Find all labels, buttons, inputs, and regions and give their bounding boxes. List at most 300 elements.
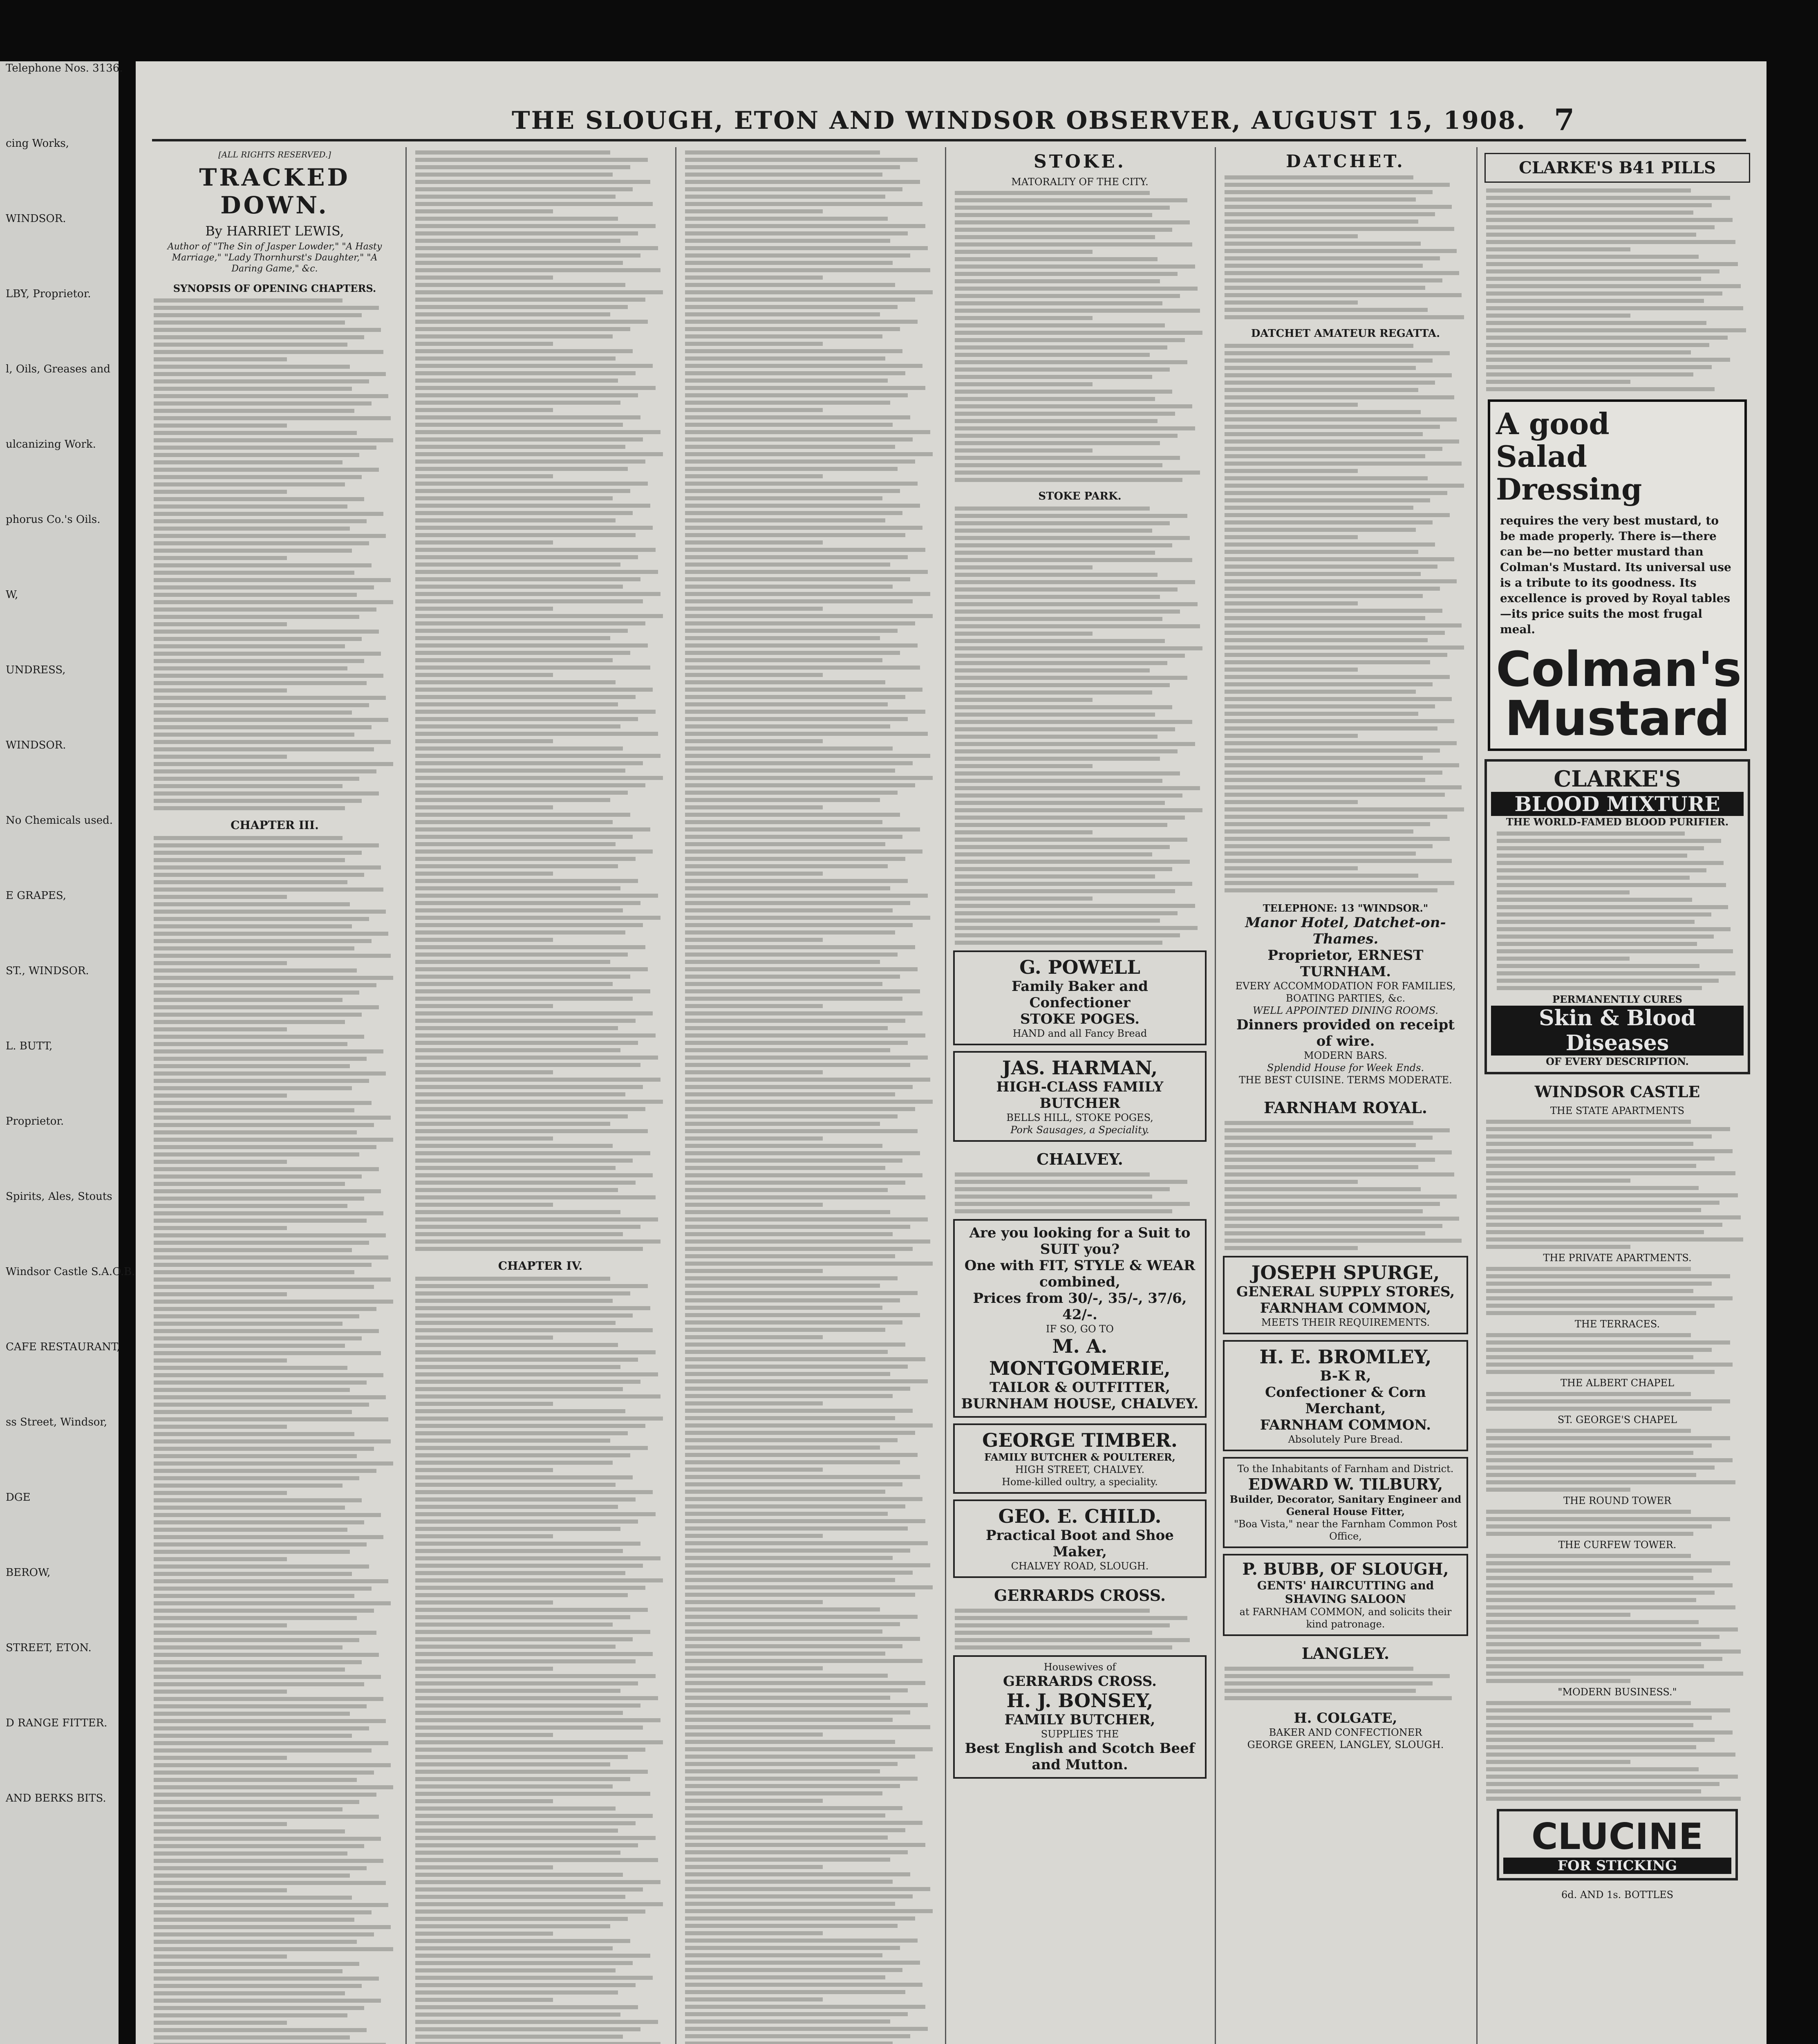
text-line xyxy=(415,246,658,250)
text-line xyxy=(955,632,1093,636)
text-line xyxy=(685,960,880,964)
text-line xyxy=(154,1800,359,1804)
text-line xyxy=(955,1623,1170,1627)
text-line xyxy=(1225,756,1423,760)
text-line xyxy=(1486,1480,1735,1484)
text-line xyxy=(154,468,379,472)
text-line xyxy=(1486,1598,1696,1602)
bonsey-ad xyxy=(953,1655,1207,1779)
story-title: TRACKED DOWN. xyxy=(199,164,350,219)
text-line xyxy=(415,1630,650,1634)
text-line xyxy=(1497,883,1726,887)
child-place: CHALVEY ROAD, SLOUGH. xyxy=(1011,1560,1149,1572)
text-line xyxy=(415,1291,630,1295)
text-line xyxy=(685,1894,913,1898)
text-line xyxy=(154,1815,379,1819)
colgate-trade: BAKER AND CONFECTIONER xyxy=(1269,1727,1422,1738)
text-line xyxy=(415,489,630,493)
text-line xyxy=(415,1608,648,1612)
text-line xyxy=(685,1968,902,1972)
text-line xyxy=(685,1953,882,1957)
text-line xyxy=(1486,211,1693,215)
text-line xyxy=(154,2035,350,2040)
spurge-place: FARNHAM COMMON, xyxy=(1260,1300,1431,1316)
text-line xyxy=(415,1843,638,1847)
text-line xyxy=(154,1167,379,1171)
text-line xyxy=(685,1828,905,1832)
text-line xyxy=(685,1556,893,1560)
text-line xyxy=(955,338,1185,342)
text-line xyxy=(955,845,1170,849)
text-line xyxy=(154,1270,354,1274)
fragment-line: D RANGE FITTER. xyxy=(6,1717,107,1729)
text-line xyxy=(154,416,391,420)
text-line xyxy=(1225,264,1423,268)
text-line xyxy=(154,1910,372,1914)
bromley-ad xyxy=(1223,1340,1468,1451)
text-line xyxy=(1497,905,1728,909)
text-line xyxy=(685,1217,928,1221)
text-line xyxy=(955,816,1185,820)
text-line xyxy=(154,1255,388,1260)
text-line xyxy=(154,1660,362,1664)
text-line xyxy=(955,801,1165,805)
text-line xyxy=(154,350,383,354)
fragment-line: ulcanizing Work. xyxy=(6,438,96,450)
text-line xyxy=(685,702,888,706)
text-line xyxy=(685,1357,925,1361)
text-line xyxy=(154,1329,379,1333)
text-line xyxy=(415,1961,633,1965)
text-line xyxy=(415,1512,656,1516)
text-line xyxy=(415,1954,650,1958)
text-line xyxy=(1225,300,1358,305)
powell-name: G. POWELL xyxy=(1019,956,1140,978)
text-line xyxy=(685,1482,902,1486)
powell-ad xyxy=(953,950,1207,1045)
text-line xyxy=(154,1712,350,1716)
text-line xyxy=(685,820,882,824)
text-line xyxy=(415,724,620,728)
text-line xyxy=(685,923,913,927)
text-line xyxy=(685,1975,885,1979)
text-line xyxy=(154,1697,383,1701)
text-line xyxy=(415,1483,616,1487)
text-line xyxy=(685,1446,880,1450)
text-line xyxy=(955,294,1180,298)
text-line xyxy=(154,1160,287,1164)
text-line xyxy=(154,1204,347,1208)
text-line xyxy=(154,1498,362,1502)
castle-terrace: THE TERRACES. xyxy=(1574,1318,1660,1330)
text-line xyxy=(415,1070,553,1074)
text-line xyxy=(415,1328,653,1332)
text-line xyxy=(154,1859,383,1863)
text-line xyxy=(685,1791,882,1795)
text-line xyxy=(1497,986,1702,990)
text-line xyxy=(154,1373,383,1377)
text-line xyxy=(685,276,823,280)
regatta-text xyxy=(1225,344,1466,892)
text-line xyxy=(955,213,1152,217)
text-line xyxy=(415,1424,645,1428)
text-line xyxy=(685,283,895,287)
text-line xyxy=(1486,277,1701,281)
text-line xyxy=(154,1292,287,1296)
text-line xyxy=(1225,749,1440,753)
text-line xyxy=(1486,1237,1743,1242)
text-line xyxy=(1497,920,1695,924)
text-line xyxy=(1486,1274,1730,1278)
text-line xyxy=(154,1844,364,1848)
text-line xyxy=(415,1652,653,1656)
text-line xyxy=(154,1035,364,1039)
text-line xyxy=(415,1932,553,1936)
text-line xyxy=(1225,785,1462,789)
text-line xyxy=(154,438,393,442)
text-line xyxy=(955,779,1162,783)
text-line xyxy=(955,676,1187,680)
text-line xyxy=(154,961,287,965)
text-line xyxy=(154,504,347,509)
text-line xyxy=(1225,631,1445,635)
text-line xyxy=(154,902,350,906)
text-line xyxy=(1486,380,1630,384)
suit-prices: Prices from 30/-, 35/-, 37/6, 42/-. xyxy=(973,1290,1187,1323)
text-line xyxy=(415,1689,620,1693)
text-line xyxy=(955,617,1162,621)
text-line xyxy=(685,1490,885,1494)
text-line xyxy=(685,1387,910,1391)
text-line xyxy=(154,1984,362,1988)
text-line xyxy=(1225,1195,1457,1199)
text-line xyxy=(415,1475,633,1479)
text-line xyxy=(685,688,922,692)
text-line xyxy=(1486,1436,1730,1440)
text-line xyxy=(415,253,640,258)
text-line xyxy=(685,1725,930,1729)
text-line xyxy=(955,705,1172,709)
blood-line: THE WORLD-FAMED BLOOD PURIFIER. xyxy=(1506,816,1729,828)
text-line xyxy=(685,1887,930,1891)
text-line xyxy=(415,1784,613,1788)
text-line xyxy=(1486,1627,1738,1632)
text-line xyxy=(415,1239,660,1244)
text-line xyxy=(154,1491,287,1495)
text-line xyxy=(685,1512,888,1516)
text-line xyxy=(955,580,1195,584)
text-line xyxy=(154,1947,393,1951)
text-line xyxy=(154,674,383,678)
text-line xyxy=(1486,1488,1630,1492)
text-line xyxy=(1225,388,1418,392)
text-line xyxy=(154,401,372,406)
text-line xyxy=(415,1461,613,1465)
hotel-telephone: TELEPHONE: 13 "WINDSOR." xyxy=(1263,902,1428,914)
text-line xyxy=(1486,1223,1722,1227)
text-line xyxy=(415,231,638,235)
spurge-name: JOSEPH SPURGE, xyxy=(1251,1262,1440,1284)
text-line xyxy=(154,630,379,634)
text-line xyxy=(415,1365,620,1369)
text-line xyxy=(415,842,616,846)
text-line xyxy=(1225,719,1454,723)
text-line xyxy=(154,791,379,796)
text-line xyxy=(685,1850,908,1854)
story-text-c xyxy=(685,150,935,2044)
text-line xyxy=(685,1747,933,1751)
text-line xyxy=(1225,520,1433,524)
text-line xyxy=(955,478,1182,482)
text-line xyxy=(685,1460,900,1464)
text-line xyxy=(415,1711,623,1715)
text-line xyxy=(154,1513,381,1517)
text-line xyxy=(154,1557,287,1561)
text-line xyxy=(685,1100,933,1104)
text-line xyxy=(685,1607,880,1611)
text-line xyxy=(685,769,895,773)
text-line xyxy=(415,1019,636,1023)
text-line xyxy=(415,1873,623,1877)
text-line xyxy=(1486,1753,1735,1757)
text-line xyxy=(154,784,343,788)
text-line xyxy=(1225,660,1430,664)
text-line xyxy=(415,769,625,773)
text-line xyxy=(415,1578,663,1582)
text-line xyxy=(1486,1282,1712,1286)
text-line xyxy=(415,150,610,155)
text-line xyxy=(685,1431,915,1435)
text-line xyxy=(685,239,890,243)
text-line xyxy=(955,397,1155,401)
text-line xyxy=(415,1011,653,1015)
text-line xyxy=(685,518,885,522)
text-line xyxy=(415,1004,553,1008)
colgate-place: GEORGE GREEN, LANGLEY, SLOUGH. xyxy=(1247,1739,1444,1750)
text-line xyxy=(415,555,638,559)
text-line xyxy=(415,158,648,162)
column-divider xyxy=(1476,147,1478,2044)
castle-round-tower: THE ROUND TOWER xyxy=(1563,1495,1671,1506)
text-line xyxy=(415,1100,663,1104)
text-line xyxy=(154,1057,367,1061)
text-line xyxy=(685,1549,910,1553)
text-line xyxy=(1225,447,1442,451)
column-divider xyxy=(1215,147,1216,2044)
text-line xyxy=(955,602,1198,606)
text-line xyxy=(154,1594,354,1598)
text-line xyxy=(415,945,645,949)
fragment-line: CAFE RESTAURANT, xyxy=(6,1341,120,1353)
text-line xyxy=(415,1387,623,1391)
text-line xyxy=(685,1593,915,1597)
text-line xyxy=(415,1637,633,1641)
text-line xyxy=(415,504,650,508)
text-line xyxy=(415,1600,553,1605)
text-line xyxy=(1486,1355,1693,1359)
text-line xyxy=(1225,704,1435,708)
text-line xyxy=(415,209,553,213)
text-line xyxy=(1225,1224,1442,1228)
text-line xyxy=(154,924,352,928)
text-line xyxy=(415,1380,640,1384)
text-line xyxy=(1225,286,1425,290)
text-line xyxy=(154,313,362,317)
text-line xyxy=(1486,1775,1738,1779)
text-line xyxy=(415,695,636,699)
text-line xyxy=(415,1129,648,1133)
text-line xyxy=(1225,417,1457,421)
hotel-accomm: EVERY ACCOMMODATION FOR FAMILIES, xyxy=(1235,980,1456,992)
text-line xyxy=(955,264,1195,269)
text-line xyxy=(685,563,890,567)
text-line xyxy=(154,983,376,987)
text-line xyxy=(415,1615,630,1619)
blood-line: Skin & Blood Diseases xyxy=(1491,1006,1744,1056)
text-line xyxy=(955,919,1160,923)
text-line xyxy=(955,301,1162,305)
text-line xyxy=(154,343,347,347)
colmans-brand: Colman's xyxy=(1496,641,1742,697)
text-line xyxy=(415,592,660,596)
text-line xyxy=(1486,1179,1630,1183)
text-line xyxy=(154,1027,287,1031)
text-line xyxy=(415,666,650,670)
text-line xyxy=(685,1600,823,1604)
hotel-cuisine: THE BEST CUISINE. TERMS MODERATE. xyxy=(1239,1074,1452,1086)
text-line xyxy=(154,696,386,700)
text-line xyxy=(1486,247,1630,251)
fragment-line: WINDSOR. xyxy=(6,739,66,751)
harman-note: Pork Sausages, a Speciality. xyxy=(1010,1124,1149,1136)
text-line xyxy=(1486,1458,1733,1462)
text-line xyxy=(415,761,643,765)
modern-business-heading: "MODERN BUSINESS." xyxy=(1558,1686,1677,1698)
text-line xyxy=(1225,308,1428,312)
text-line xyxy=(955,345,1167,350)
text-line xyxy=(685,1342,905,1347)
text-line xyxy=(154,659,364,663)
text-line xyxy=(1486,1620,1699,1624)
text-line xyxy=(154,527,350,531)
text-line xyxy=(1225,1681,1433,1685)
text-line xyxy=(1486,1208,1701,1212)
castle-state-text xyxy=(1486,1120,1749,1249)
text-line xyxy=(415,1858,658,1862)
masthead xyxy=(136,86,1767,147)
text-line xyxy=(154,1638,359,1642)
text-line xyxy=(685,813,900,817)
powell-place: STOKE POGES. xyxy=(1020,1011,1140,1027)
chalvey-heading: CHALVEY. xyxy=(1037,1150,1123,1168)
text-line xyxy=(1225,439,1459,444)
text-line xyxy=(685,1409,913,1413)
text-line xyxy=(685,658,882,662)
text-line xyxy=(955,220,1190,224)
text-line xyxy=(154,320,345,325)
text-line xyxy=(685,1961,920,1965)
text-line xyxy=(415,739,553,743)
text-line xyxy=(154,1822,287,1826)
text-line xyxy=(1225,190,1433,194)
text-line xyxy=(685,1519,925,1523)
tailor-name: M. A. MONTGOMERIE, xyxy=(989,1335,1171,1379)
text-line xyxy=(955,896,1093,901)
text-line xyxy=(415,776,663,780)
text-line xyxy=(685,1151,920,1155)
text-line xyxy=(154,843,379,847)
text-line xyxy=(154,1123,374,1127)
text-line xyxy=(415,548,656,552)
text-line xyxy=(415,1136,553,1141)
text-line xyxy=(1497,935,1714,939)
text-line xyxy=(415,1542,640,1546)
text-line xyxy=(685,886,890,890)
text-line xyxy=(955,463,1162,467)
adjacent-page-fragment xyxy=(0,61,135,2044)
text-line xyxy=(415,1114,628,1118)
text-line xyxy=(415,312,610,316)
hotel-proprietor: Proprietor, ERNEST TURNHAM. xyxy=(1267,947,1424,980)
page-number: 7 xyxy=(1554,102,1575,137)
text-line xyxy=(154,998,343,1002)
text-line xyxy=(685,305,898,309)
text-line xyxy=(415,1048,620,1052)
text-line xyxy=(685,2012,908,2016)
newspaper-page xyxy=(136,61,1767,2044)
text-line xyxy=(154,1439,391,1443)
text-line xyxy=(1225,690,1416,694)
text-line xyxy=(154,895,287,899)
text-line xyxy=(1225,359,1433,363)
text-line xyxy=(1225,491,1447,495)
tilbury-ad xyxy=(1223,1457,1468,1548)
text-line xyxy=(955,309,1200,313)
text-line xyxy=(154,1991,345,1995)
text-line xyxy=(154,1528,347,1532)
text-line xyxy=(154,710,352,715)
text-line xyxy=(415,1674,656,1678)
clarkes-pills-ad xyxy=(1484,153,1750,183)
text-line xyxy=(955,683,1170,687)
text-line xyxy=(685,1644,902,1648)
text-line xyxy=(685,1563,930,1567)
text-line xyxy=(154,703,369,707)
text-line xyxy=(415,1151,650,1155)
text-line xyxy=(1486,1760,1630,1764)
text-line xyxy=(154,1726,369,1730)
bromley-sign: B-K R, xyxy=(1320,1368,1371,1384)
text-line xyxy=(415,1939,630,1943)
text-line xyxy=(685,592,930,596)
text-line xyxy=(415,1762,610,1766)
text-line xyxy=(415,1416,663,1421)
text-line xyxy=(415,1718,660,1722)
text-line xyxy=(1497,839,1721,843)
text-line xyxy=(415,746,623,751)
text-line xyxy=(415,629,628,633)
text-line xyxy=(154,1351,381,1355)
text-line xyxy=(685,621,915,625)
stoke-column xyxy=(949,147,1211,2044)
text-line xyxy=(955,471,1200,475)
text-line xyxy=(685,1203,823,1207)
text-line xyxy=(154,534,386,538)
text-line xyxy=(685,989,920,993)
text-line xyxy=(685,224,925,228)
text-line xyxy=(154,1395,386,1399)
text-line xyxy=(154,1174,362,1179)
